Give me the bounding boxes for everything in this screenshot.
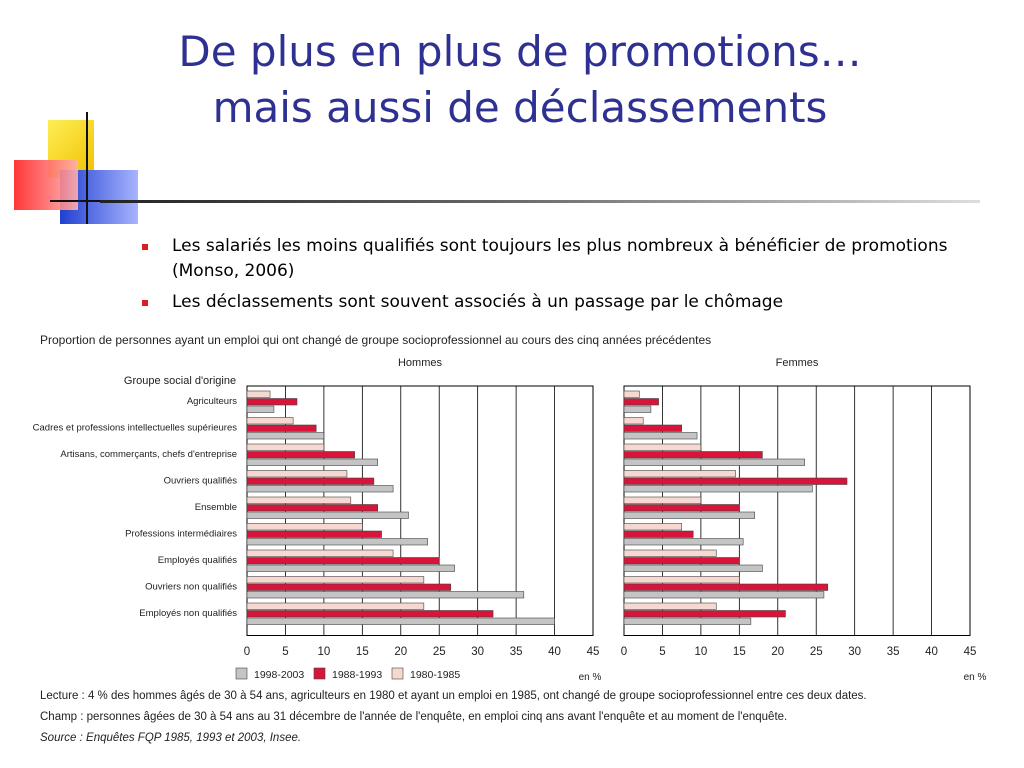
- bar: [624, 406, 651, 413]
- legend-swatch: [236, 668, 247, 679]
- bar: [247, 611, 493, 618]
- bar: [247, 459, 378, 466]
- bar: [624, 565, 762, 572]
- chart-legend: [236, 668, 460, 681]
- category-label: Professions intermédiaires: [125, 528, 237, 540]
- category-label: Cadres et professions intellectuelles supérieures: [32, 422, 237, 434]
- bar: [624, 505, 739, 512]
- bar: [247, 577, 424, 584]
- category-label: Employés qualifiés: [157, 555, 237, 566]
- bar: [624, 558, 739, 565]
- category-label: Ensemble: [194, 502, 237, 513]
- scope-note: Champ : personnes âgées de 30 à 54 ans au 31 décembre de l'année de l'enquête, en emploi cinq ans avant l'enquête et au moment de l'enquête.: [40, 711, 788, 723]
- bar: [624, 603, 716, 610]
- tick-label: 40: [548, 646, 561, 658]
- unit-label: en %: [963, 672, 987, 683]
- bar: [247, 478, 374, 485]
- bar: [624, 584, 828, 591]
- tick-label: 10: [317, 646, 331, 658]
- bar: [247, 486, 393, 493]
- unit-label: en %: [578, 672, 602, 683]
- legend-label: 1980-1985: [410, 669, 461, 681]
- tick-label: 45: [963, 646, 977, 658]
- bar: [624, 592, 824, 599]
- bar: [624, 391, 639, 398]
- category-label: Ouvriers qualifiés: [163, 475, 237, 487]
- tick-label: 30: [471, 646, 485, 658]
- panel-title: Femmes: [775, 357, 819, 369]
- tick-label: 10: [694, 646, 708, 658]
- bar: [247, 452, 355, 459]
- chart-panels: [33, 357, 987, 683]
- bullet-text: Les déclassements sont souvent associés à un passage par le chômage: [172, 292, 784, 312]
- bar: [247, 550, 393, 557]
- tick-label: 0: [243, 646, 251, 658]
- tick-label: 5: [282, 646, 289, 658]
- bar: [624, 618, 751, 625]
- bar: [247, 399, 297, 406]
- bar: [624, 524, 682, 531]
- tick-label: 45: [586, 646, 600, 658]
- bar: [624, 550, 716, 557]
- tick-label: 0: [620, 646, 628, 658]
- bar: [247, 584, 451, 591]
- panel-hommes: [244, 357, 602, 683]
- bar: [624, 478, 847, 485]
- bar: [624, 486, 812, 493]
- bar: [247, 497, 351, 504]
- slide-title-line-2: mais aussi de déclassements: [212, 83, 828, 132]
- bar: [247, 512, 408, 519]
- tick-label: 20: [771, 646, 785, 658]
- bar: [247, 391, 270, 398]
- tick-label: 35: [886, 646, 900, 658]
- bar: [247, 433, 324, 440]
- category-label: Artisans, commerçants, chefs d'entreprise: [60, 449, 237, 460]
- bar: [624, 471, 735, 478]
- tick-label: 35: [509, 646, 523, 658]
- bar: [247, 603, 424, 610]
- legend-swatch: [392, 668, 403, 679]
- tick-label: 40: [925, 646, 938, 658]
- tick-label: 30: [848, 646, 862, 658]
- reading-note: Lecture : 4 % des hommes âgés de 30 à 54 ans, agriculteurs en 1980 et ayant un emploi en 1985, ont changé de groupe socioprofessionnel entre ces deux dates.: [40, 690, 867, 702]
- legend-label: 1988-1993: [332, 669, 383, 681]
- tick-label: 5: [659, 646, 666, 658]
- bar: [624, 425, 682, 432]
- chart-heading: Proportion de personnes ayant un emploi qui ont changé de groupe socioprofessionnel au cours des cinq années précédentes: [40, 333, 712, 347]
- bar: [247, 418, 293, 425]
- bar: [624, 512, 755, 519]
- tick-label: 25: [432, 646, 446, 658]
- bar: [624, 539, 743, 546]
- tick-label: 20: [394, 646, 408, 658]
- bar: [624, 433, 697, 440]
- bar: [247, 524, 362, 531]
- bar: [247, 444, 324, 451]
- bar: [247, 406, 274, 413]
- category-label: Ouvriers non qualifiés: [145, 581, 237, 593]
- bar: [624, 497, 701, 504]
- bar: [624, 459, 805, 466]
- tick-label: 15: [355, 646, 369, 658]
- bar: [247, 505, 378, 512]
- bar: [247, 539, 428, 546]
- bar: [624, 418, 643, 425]
- category-axis-header: Groupe social d'origine: [123, 375, 237, 387]
- bar: [247, 565, 455, 572]
- panel-title: Hommes: [397, 357, 443, 369]
- source-note: Source : Enquêtes FQP 1985, 1993 et 2003, Insee.: [40, 732, 302, 744]
- bar: [624, 399, 659, 406]
- bar: [624, 611, 785, 618]
- panel-femmes: [621, 357, 987, 683]
- bar: [247, 558, 439, 565]
- bar: [624, 452, 762, 459]
- bar: [624, 444, 701, 451]
- tick-label: 25: [809, 646, 823, 658]
- bar: [247, 531, 382, 538]
- bar: [247, 425, 316, 432]
- category-label: Agriculteurs: [186, 396, 237, 407]
- bar: [247, 618, 555, 625]
- bar: [247, 592, 524, 599]
- legend-label: 1998-2003: [254, 669, 305, 681]
- tick-label: 15: [732, 646, 746, 658]
- category-label: Employés non qualifiés: [139, 608, 237, 619]
- bar: [624, 531, 693, 538]
- bullet-text: Les salariés les moins qualifiés sont toujours les plus nombreux à bénéficier de promotions (Monso, 2006): [172, 236, 948, 281]
- bar: [624, 577, 739, 584]
- slide-title-line-1: De plus en plus de promotions…: [178, 27, 862, 76]
- legend-swatch: [314, 668, 325, 679]
- bar: [247, 471, 347, 478]
